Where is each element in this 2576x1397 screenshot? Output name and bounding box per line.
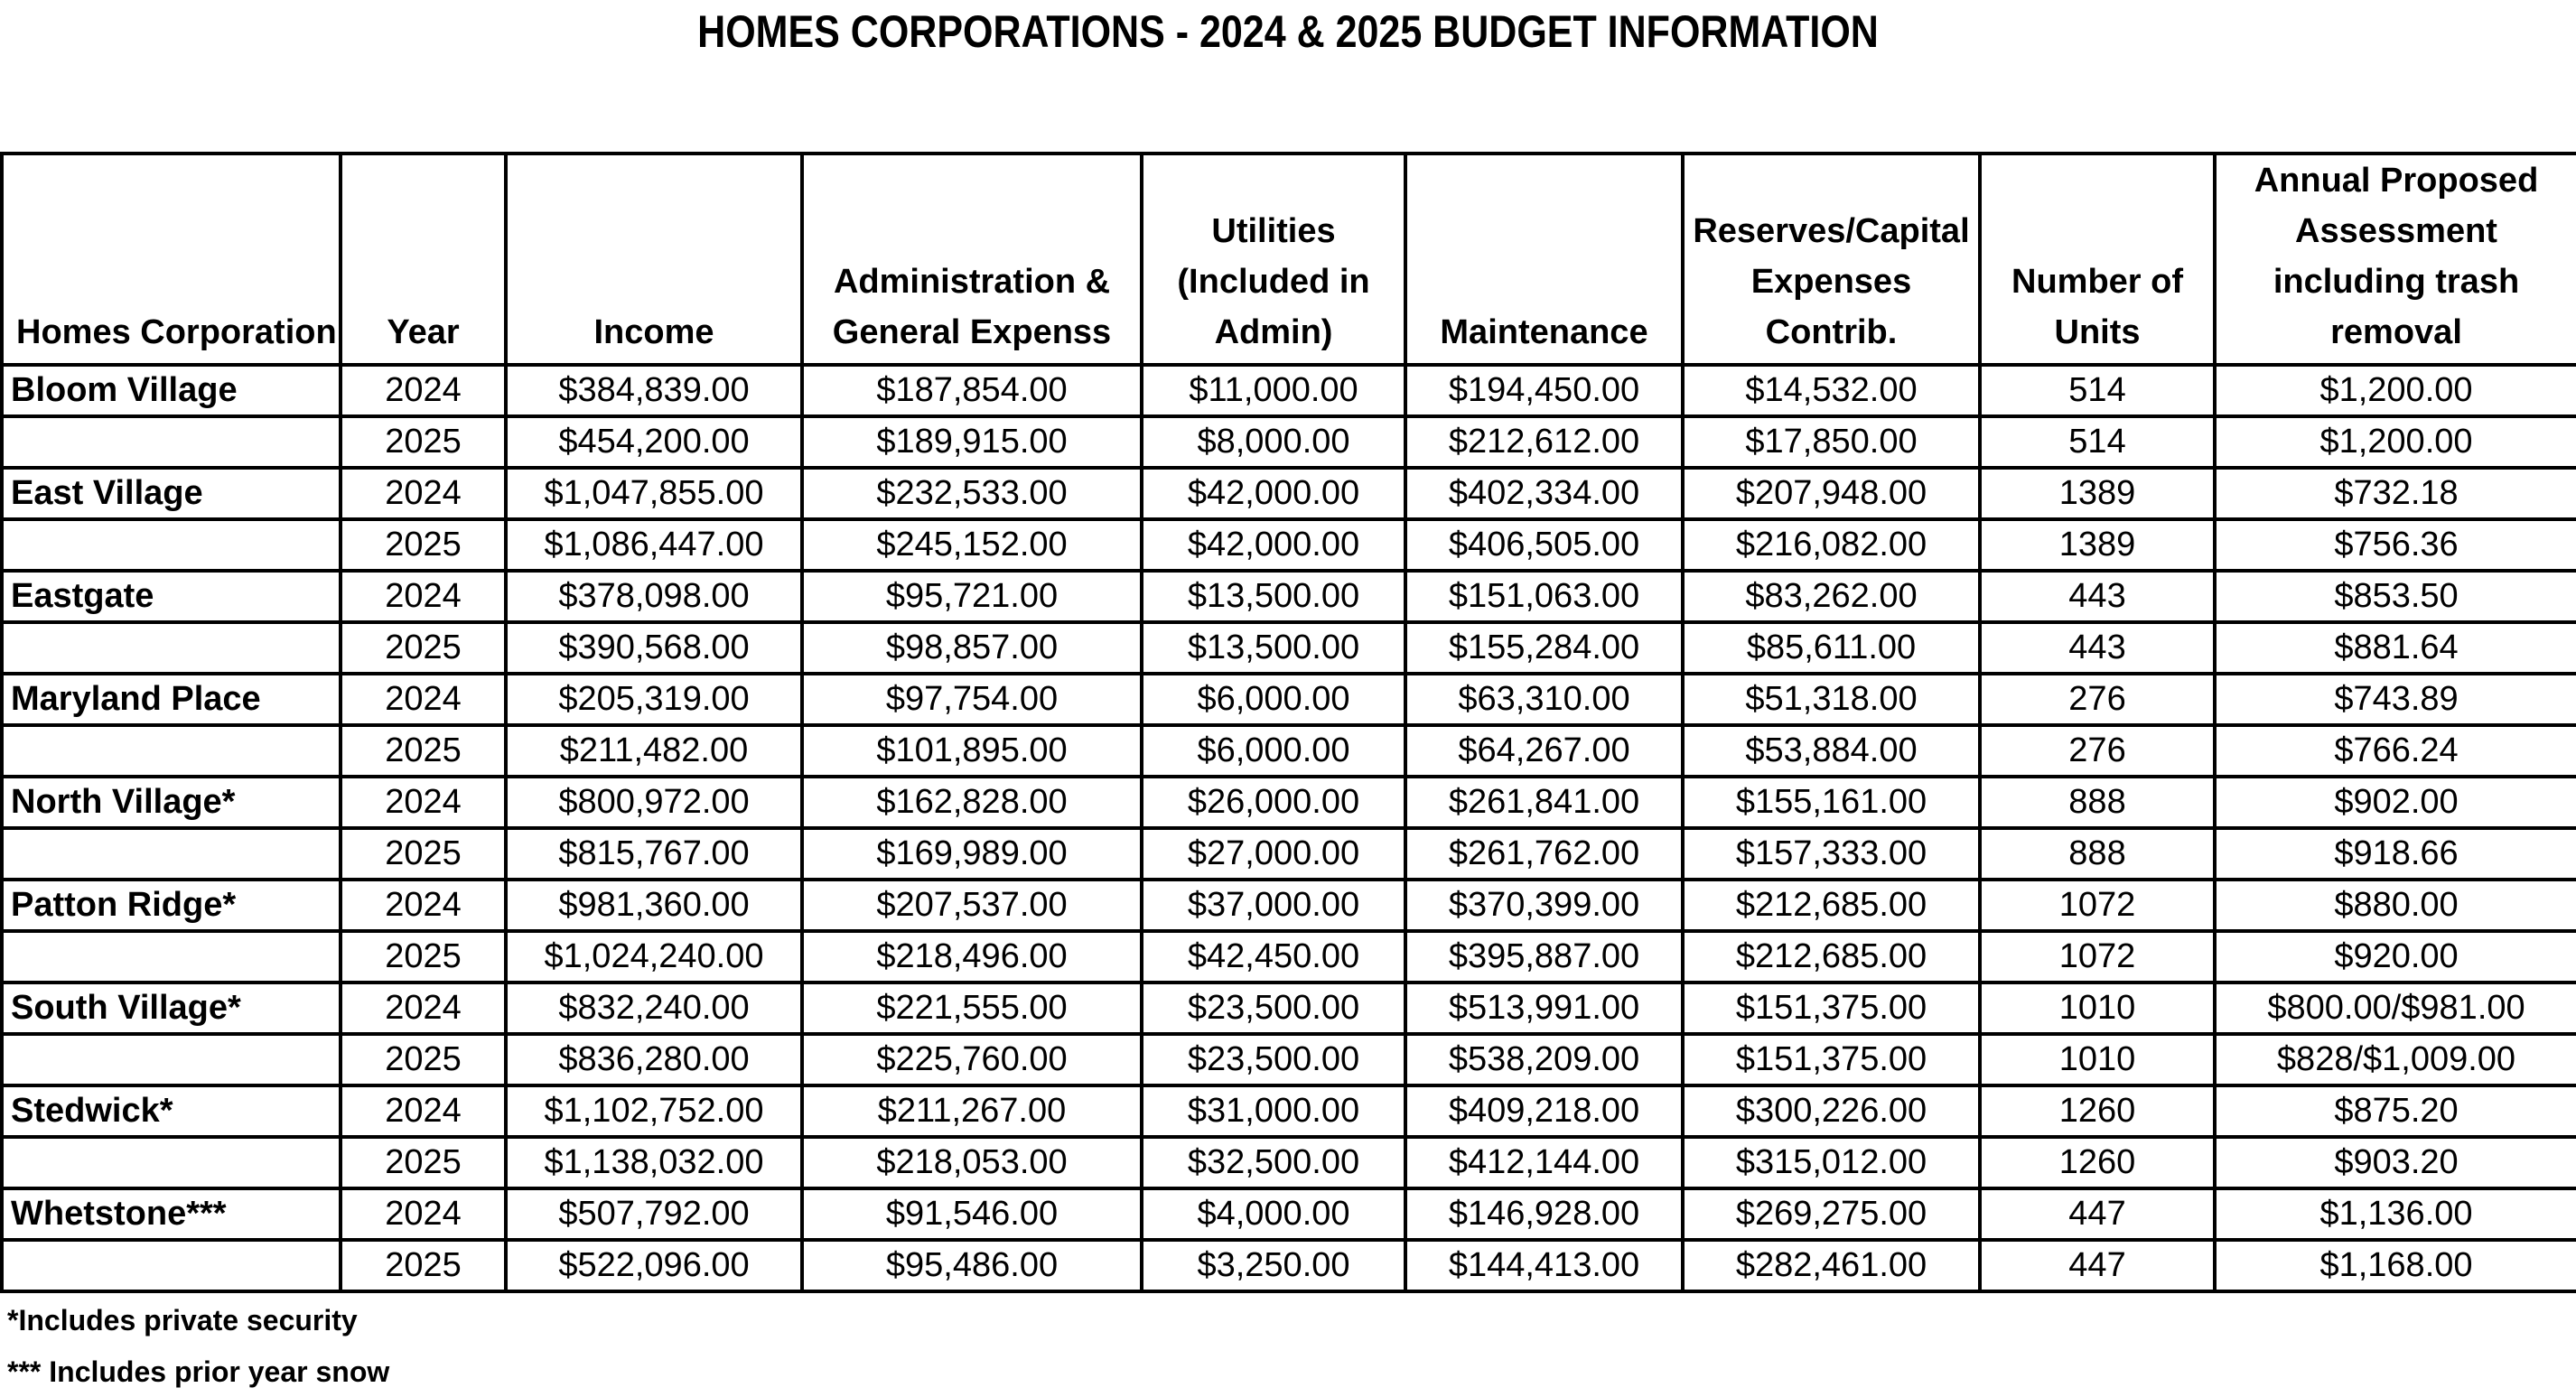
cell-reserves: $300,226.00: [1683, 1085, 1980, 1137]
cell-units: 514: [1980, 365, 2215, 416]
cell-utilities: $23,500.00: [1142, 1034, 1405, 1085]
cell-units: 1010: [1980, 1034, 2215, 1085]
cell-utilities: $23,500.00: [1142, 983, 1405, 1034]
cell-reserves: $207,948.00: [1683, 468, 1980, 519]
cell-income: $800,972.00: [506, 777, 802, 828]
table-row: [2, 416, 2576, 468]
cell-reserves: $282,461.00: [1683, 1240, 1980, 1291]
cell-corporation: Bloom Village: [2, 365, 341, 416]
cell-administration: $97,754.00: [802, 674, 1142, 725]
cell-income: $836,280.00: [506, 1034, 802, 1085]
cell-units: 276: [1980, 674, 2215, 725]
cell-units: 447: [1980, 1240, 2215, 1291]
cell-income: $1,138,032.00: [506, 1137, 802, 1188]
cell-income: $1,047,855.00: [506, 468, 802, 519]
page-title: HOMES CORPORATIONS - 2024 & 2025 BUDGET INFORMATION: [697, 6, 1879, 57]
cell-utilities: $6,000.00: [1142, 725, 1405, 777]
cell-units: 1072: [1980, 880, 2215, 931]
cell-income: $378,098.00: [506, 571, 802, 622]
cell-administration: $211,267.00: [802, 1085, 1142, 1137]
table-header-row: [2, 154, 2576, 365]
cell-utilities: $3,250.00: [1142, 1240, 1405, 1291]
cell-maintenance: $64,267.00: [1405, 725, 1683, 777]
cell-assessment: $880.00: [2215, 880, 2576, 931]
cell-income: $205,319.00: [506, 674, 802, 725]
cell-utilities: $13,500.00: [1142, 571, 1405, 622]
header-reserves-capital: Reserves/Capital Expenses Contrib.: [1683, 154, 1980, 365]
cell-corporation: East Village: [2, 468, 341, 519]
header-number-of-units: Number of Units: [1980, 154, 2215, 365]
cell-maintenance: $63,310.00: [1405, 674, 1683, 725]
cell-administration: $101,895.00: [802, 725, 1142, 777]
cell-reserves: $83,262.00: [1683, 571, 1980, 622]
cell-utilities: $42,000.00: [1142, 519, 1405, 571]
cell-year: 2024: [341, 674, 506, 725]
cell-reserves: $85,611.00: [1683, 622, 1980, 674]
cell-income: $390,568.00: [506, 622, 802, 674]
cell-utilities: $31,000.00: [1142, 1085, 1405, 1137]
cell-administration: $169,989.00: [802, 828, 1142, 880]
cell-corporation: [2, 931, 341, 983]
cell-units: 888: [1980, 777, 2215, 828]
cell-utilities: $27,000.00: [1142, 828, 1405, 880]
table-row: [2, 725, 2576, 777]
cell-income: $1,024,240.00: [506, 931, 802, 983]
cell-corporation: [2, 519, 341, 571]
cell-reserves: $14,532.00: [1683, 365, 1980, 416]
cell-units: 1260: [1980, 1085, 2215, 1137]
table-row: [2, 777, 2576, 828]
cell-income: $507,792.00: [506, 1188, 802, 1240]
cell-reserves: $17,850.00: [1683, 416, 1980, 468]
cell-maintenance: $402,334.00: [1405, 468, 1683, 519]
table-row: [2, 519, 2576, 571]
cell-maintenance: $194,450.00: [1405, 365, 1683, 416]
cell-assessment: $903.20: [2215, 1137, 2576, 1188]
cell-corporation: Whetstone***: [2, 1188, 341, 1240]
cell-corporation: [2, 1137, 341, 1188]
cell-reserves: $151,375.00: [1683, 983, 1980, 1034]
table-row: [2, 365, 2576, 416]
cell-corporation: Patton Ridge*: [2, 880, 341, 931]
cell-assessment: $920.00: [2215, 931, 2576, 983]
cell-income: $815,767.00: [506, 828, 802, 880]
header-income: Income: [506, 154, 802, 365]
table-row: [2, 828, 2576, 880]
cell-reserves: $269,275.00: [1683, 1188, 1980, 1240]
table-row: [2, 468, 2576, 519]
cell-units: 514: [1980, 416, 2215, 468]
table-body: [2, 365, 2576, 1291]
header-utilities: Utilities (Included in Admin): [1142, 154, 1405, 365]
cell-reserves: $157,333.00: [1683, 828, 1980, 880]
cell-assessment: $1,200.00: [2215, 416, 2576, 468]
cell-units: 1389: [1980, 519, 2215, 571]
cell-assessment: $766.24: [2215, 725, 2576, 777]
cell-corporation: [2, 416, 341, 468]
footnote-private-security: *Includes private security: [7, 1304, 358, 1336]
cell-utilities: $4,000.00: [1142, 1188, 1405, 1240]
cell-maintenance: $395,887.00: [1405, 931, 1683, 983]
cell-administration: $221,555.00: [802, 983, 1142, 1034]
cell-utilities: $13,500.00: [1142, 622, 1405, 674]
cell-maintenance: $538,209.00: [1405, 1034, 1683, 1085]
cell-units: 1389: [1980, 468, 2215, 519]
cell-reserves: $51,318.00: [1683, 674, 1980, 725]
cell-administration: $162,828.00: [802, 777, 1142, 828]
cell-corporation: [2, 1240, 341, 1291]
cell-assessment: $902.00: [2215, 777, 2576, 828]
cell-maintenance: $146,928.00: [1405, 1188, 1683, 1240]
cell-year: 2025: [341, 725, 506, 777]
cell-assessment: $1,168.00: [2215, 1240, 2576, 1291]
cell-year: 2025: [341, 931, 506, 983]
cell-year: 2025: [341, 519, 506, 571]
cell-reserves: $212,685.00: [1683, 880, 1980, 931]
cell-units: 1260: [1980, 1137, 2215, 1188]
cell-corporation: Maryland Place: [2, 674, 341, 725]
cell-income: $832,240.00: [506, 983, 802, 1034]
cell-income: $1,102,752.00: [506, 1085, 802, 1137]
cell-income: $454,200.00: [506, 416, 802, 468]
table-row: [2, 1137, 2576, 1188]
cell-assessment: $875.20: [2215, 1085, 2576, 1137]
cell-assessment: $881.64: [2215, 622, 2576, 674]
cell-income: $981,360.00: [506, 880, 802, 931]
cell-corporation: [2, 725, 341, 777]
cell-units: 443: [1980, 622, 2215, 674]
cell-units: 1072: [1980, 931, 2215, 983]
cell-reserves: $315,012.00: [1683, 1137, 1980, 1188]
cell-income: $384,839.00: [506, 365, 802, 416]
cell-utilities: $11,000.00: [1142, 365, 1405, 416]
cell-year: 2025: [341, 1137, 506, 1188]
header-maintenance: Maintenance: [1405, 154, 1683, 365]
cell-year: 2024: [341, 468, 506, 519]
table-row: [2, 571, 2576, 622]
cell-year: 2025: [341, 828, 506, 880]
table-row: [2, 674, 2576, 725]
cell-maintenance: $513,991.00: [1405, 983, 1683, 1034]
cell-corporation: Stedwick*: [2, 1085, 341, 1137]
cell-maintenance: $261,841.00: [1405, 777, 1683, 828]
cell-utilities: $42,000.00: [1142, 468, 1405, 519]
table-row: [2, 1085, 2576, 1137]
table-row: [2, 931, 2576, 983]
cell-units: 888: [1980, 828, 2215, 880]
cell-utilities: $42,450.00: [1142, 931, 1405, 983]
cell-units: 1010: [1980, 983, 2215, 1034]
cell-year: 2024: [341, 571, 506, 622]
cell-assessment: $918.66: [2215, 828, 2576, 880]
cell-utilities: $37,000.00: [1142, 880, 1405, 931]
cell-corporation: Eastgate: [2, 571, 341, 622]
cell-administration: $187,854.00: [802, 365, 1142, 416]
cell-corporation: [2, 622, 341, 674]
cell-year: 2025: [341, 1240, 506, 1291]
cell-year: 2024: [341, 1188, 506, 1240]
header-annual-assessment: Annual Proposed Assessment including trash removal: [2215, 154, 2576, 365]
cell-administration: $225,760.00: [802, 1034, 1142, 1085]
cell-administration: $91,546.00: [802, 1188, 1142, 1240]
cell-year: 2024: [341, 983, 506, 1034]
header-homes-corporation: Homes Corporation: [2, 154, 341, 365]
cell-income: $1,086,447.00: [506, 519, 802, 571]
cell-units: 443: [1980, 571, 2215, 622]
cell-assessment: $1,200.00: [2215, 365, 2576, 416]
cell-income: $522,096.00: [506, 1240, 802, 1291]
cell-maintenance: $212,612.00: [1405, 416, 1683, 468]
cell-year: 2024: [341, 365, 506, 416]
cell-assessment: $800.00/$981.00: [2215, 983, 2576, 1034]
cell-maintenance: $406,505.00: [1405, 519, 1683, 571]
header-administration-general: Administration & General Expenss: [802, 154, 1142, 365]
cell-administration: $218,053.00: [802, 1137, 1142, 1188]
cell-maintenance: $370,399.00: [1405, 880, 1683, 931]
cell-assessment: $853.50: [2215, 571, 2576, 622]
cell-administration: $232,533.00: [802, 468, 1142, 519]
cell-year: 2024: [341, 1085, 506, 1137]
cell-reserves: $216,082.00: [1683, 519, 1980, 571]
cell-year: 2025: [341, 1034, 506, 1085]
budget-table: [0, 152, 2576, 1293]
table-row: [2, 880, 2576, 931]
cell-maintenance: $261,762.00: [1405, 828, 1683, 880]
cell-utilities: $8,000.00: [1142, 416, 1405, 468]
header-year: Year: [341, 154, 506, 365]
cell-year: 2025: [341, 416, 506, 468]
cell-corporation: South Village*: [2, 983, 341, 1034]
table-row: [2, 1240, 2576, 1291]
cell-year: 2025: [341, 622, 506, 674]
cell-reserves: $155,161.00: [1683, 777, 1980, 828]
cell-reserves: $212,685.00: [1683, 931, 1980, 983]
cell-corporation: North Village*: [2, 777, 341, 828]
cell-units: 276: [1980, 725, 2215, 777]
cell-reserves: $151,375.00: [1683, 1034, 1980, 1085]
table-row: [2, 622, 2576, 674]
cell-assessment: $828/$1,009.00: [2215, 1034, 2576, 1085]
table-row: [2, 983, 2576, 1034]
cell-corporation: [2, 1034, 341, 1085]
cell-administration: $98,857.00: [802, 622, 1142, 674]
cell-administration: $218,496.00: [802, 931, 1142, 983]
table-row: [2, 1188, 2576, 1240]
cell-administration: $245,152.00: [802, 519, 1142, 571]
table-row: [2, 1034, 2576, 1085]
cell-assessment: $1,136.00: [2215, 1188, 2576, 1240]
cell-administration: $207,537.00: [802, 880, 1142, 931]
cell-utilities: $32,500.00: [1142, 1137, 1405, 1188]
cell-year: 2024: [341, 777, 506, 828]
footnote-prior-year-snow: *** Includes prior year snow: [7, 1355, 390, 1388]
cell-utilities: $26,000.00: [1142, 777, 1405, 828]
cell-maintenance: $409,218.00: [1405, 1085, 1683, 1137]
cell-administration: $189,915.00: [802, 416, 1142, 468]
cell-maintenance: $155,284.00: [1405, 622, 1683, 674]
cell-corporation: [2, 828, 341, 880]
cell-year: 2024: [341, 880, 506, 931]
cell-maintenance: $144,413.00: [1405, 1240, 1683, 1291]
cell-assessment: $743.89: [2215, 674, 2576, 725]
cell-assessment: $756.36: [2215, 519, 2576, 571]
cell-assessment: $732.18: [2215, 468, 2576, 519]
cell-administration: $95,486.00: [802, 1240, 1142, 1291]
cell-maintenance: $151,063.00: [1405, 571, 1683, 622]
cell-reserves: $53,884.00: [1683, 725, 1980, 777]
cell-administration: $95,721.00: [802, 571, 1142, 622]
cell-utilities: $6,000.00: [1142, 674, 1405, 725]
cell-units: 447: [1980, 1188, 2215, 1240]
cell-maintenance: $412,144.00: [1405, 1137, 1683, 1188]
cell-income: $211,482.00: [506, 725, 802, 777]
